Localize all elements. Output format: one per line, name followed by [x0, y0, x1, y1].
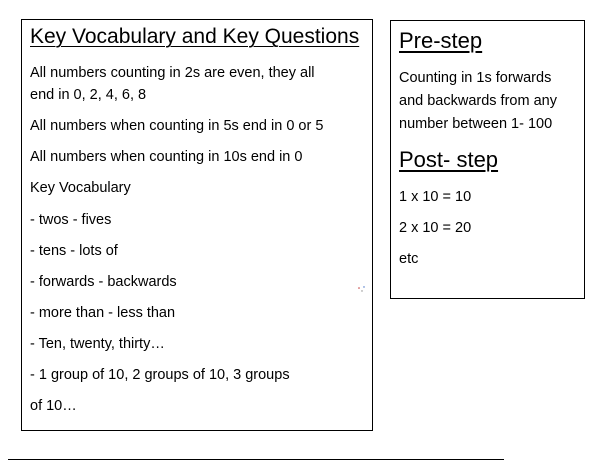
fact-fives: All numbers when counting in 5s end in 0 or 5 [30, 118, 324, 134]
vocab-item-twos-fives: - twos - fives [30, 212, 112, 228]
key-vocabulary-label: Key Vocabulary [30, 180, 131, 196]
steps-box [390, 20, 585, 299]
post-step-line-3: etc [399, 251, 419, 267]
post-step-line-2: 2 x 10 = 20 [399, 220, 472, 236]
fact-twos-line-2: end in 0, 2, 4, 6, 8 [30, 87, 147, 103]
vocab-item-forwards-backwards: - forwards - backwards [30, 274, 177, 290]
bottom-divider [8, 459, 504, 460]
stray-mark [357, 285, 367, 293]
pre-step-line-3: number between 1- 100 [399, 116, 553, 132]
pre-step-title: Pre-step [399, 28, 483, 53]
post-step-line-1: 1 x 10 = 10 [399, 189, 472, 205]
post-step-title: Post- step [399, 147, 499, 172]
vocab-item-tens-lots-of: - tens - lots of [30, 243, 118, 259]
key-vocabulary-box [21, 19, 373, 431]
pre-step-line-1: Counting in 1s forwards [399, 70, 552, 86]
vocab-item-more-less: - more than - less than [30, 305, 176, 321]
vocab-item-groups-line-2: of 10… [30, 398, 77, 414]
fact-tens: All numbers when counting in 10s end in 0 [30, 149, 303, 165]
vocab-item-groups-line-1: - 1 group of 10, 2 groups of 10, 3 groups [30, 367, 290, 383]
pre-step-line-2: and backwards from any [399, 93, 557, 109]
fact-twos-line-1: All numbers counting in 2s are even, they all [30, 65, 315, 81]
vocab-item-ten-twenty-thirty: - Ten, twenty, thirty… [30, 336, 165, 352]
key-vocabulary-title: Key Vocabulary and Key Questions [30, 25, 360, 48]
